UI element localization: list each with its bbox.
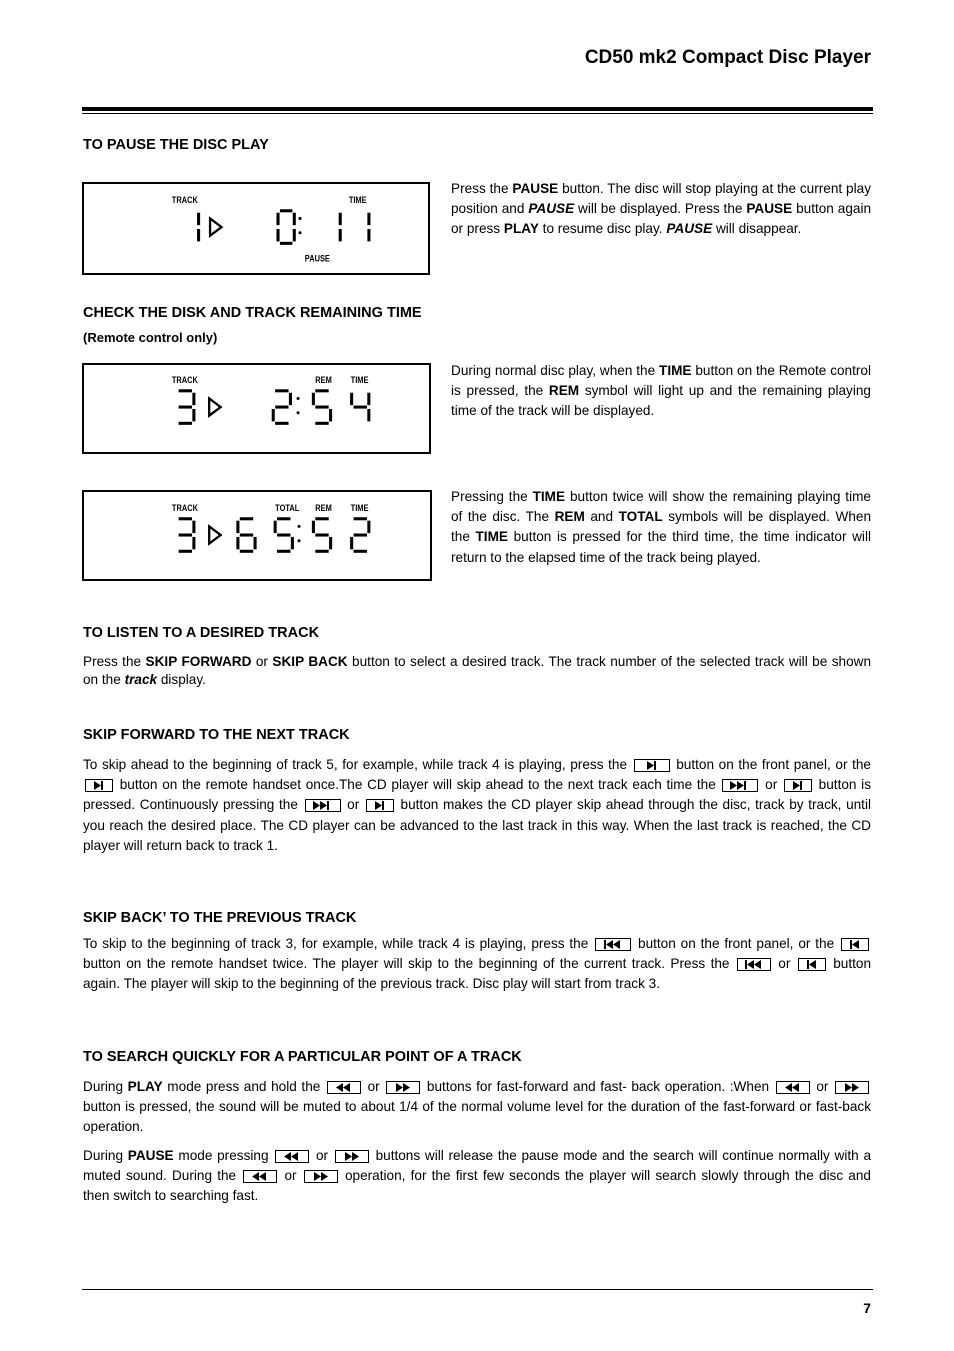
text-run: During normal disc play, when the: [451, 363, 660, 378]
rewind-icon: [776, 1081, 810, 1094]
text-run: REM: [554, 509, 585, 525]
lcd-track-label: TRACK: [171, 502, 198, 514]
text-run: During: [83, 1079, 128, 1094]
text-run: or: [279, 1168, 302, 1184]
search-play-instructions: [83, 1077, 871, 1138]
skip-forward-remote-icon: [85, 779, 113, 792]
play-indicator-icon: [209, 526, 220, 543]
section-heading-desired-track: TO LISTEN TO A DESIRED TRACK: [83, 625, 320, 641]
lcd-time-label: TIME: [350, 502, 369, 514]
text-run: button twice will show the remaining playing time of the disc. The: [451, 489, 871, 525]
text-run: operation, for the first few seconds the player will search slowly through the disc and then switch to searching fast.: [83, 1168, 871, 1204]
text-run: button. The disc will stop playing at the current play position and: [451, 181, 871, 217]
text-run: to resume disc play.: [538, 221, 667, 237]
text-run: or: [760, 777, 782, 793]
lcd-colon: [298, 525, 301, 528]
text-run: or: [342, 797, 364, 813]
lcd-display-track-remaining: [82, 363, 431, 454]
text-run: or: [811, 1079, 834, 1094]
skip-back-remote-icon: [798, 958, 826, 971]
text-run: display.: [157, 671, 206, 687]
header-rule-thin: [82, 113, 873, 114]
text-run: During: [83, 1148, 128, 1163]
skip-forward-remote-icon: [784, 779, 812, 792]
text-run: SKIP FORWARD: [145, 654, 252, 669]
text-run: and: [584, 509, 619, 525]
text-run: TIME: [659, 363, 692, 378]
rewind-icon: [327, 1081, 361, 1094]
text-run: buttons for fast-forward and fast- back operation. :When: [422, 1079, 774, 1094]
text-run: mode pressing: [173, 1148, 274, 1163]
footer-rule: [82, 1289, 873, 1290]
text-run: button again or press: [451, 201, 872, 237]
text-run: button again. The player will skip to the beginning of the previous track. Disc play will start from track 3.: [83, 956, 872, 992]
text-run: button on the front panel, or the: [671, 757, 871, 772]
text-run: button is pressed for the third time, the time indicator will return to the elapsed time of the track being played.: [451, 529, 871, 565]
section-heading-remaining: CHECK THE DISK AND TRACK REMAINING TIME: [83, 305, 422, 321]
skip-back-instructions: [83, 934, 871, 995]
section-heading-skip-back: SKIP BACK’ TO THE PREVIOUS TRACK: [83, 910, 357, 926]
document-title: CD50 mk2 Compact Disc Player: [584, 47, 871, 68]
skip-forward-instructions: [83, 755, 871, 856]
text-run: button is pressed. Continuously pressing the: [83, 777, 872, 813]
text-run: PAUSE: [528, 201, 575, 217]
lcd-colon: [298, 231, 301, 234]
text-run: TIME: [475, 529, 508, 545]
desired-track-instructions: [83, 653, 871, 688]
lcd-rem-label: REM: [315, 374, 332, 386]
skip-forward-remote-icon: [366, 799, 394, 812]
lcd-total-label: TOTAL: [275, 502, 300, 514]
text-run: PLAY: [127, 1079, 163, 1094]
remaining-track-instructions: [451, 361, 871, 422]
text-run: button to select a desired track. The track number of the selected track will be shown on the: [83, 654, 872, 687]
search-pause-instructions: [83, 1146, 871, 1207]
lcd-colon: [297, 411, 300, 414]
text-run: symbols will be displayed. When the: [451, 509, 872, 545]
lcd-track-label: TRACK: [171, 374, 198, 386]
section-heading-skip-forward: SKIP FORWARD TO THE NEXT TRACK: [83, 727, 350, 743]
text-run: TOTAL: [618, 509, 663, 525]
fast-forward-icon: [304, 1170, 338, 1183]
remaining-disc-instructions: [451, 487, 871, 568]
text-run: buttons will release the pause mode and the search will continue normally with a muted sound. During the: [83, 1148, 872, 1184]
pause-instructions: [451, 179, 871, 240]
text-run: will disappear.: [712, 221, 802, 237]
page-number: 7: [863, 1300, 871, 1316]
rewind-icon: [243, 1170, 277, 1183]
skip-back-panel-icon: [737, 958, 771, 971]
remote-only-note: (Remote control only): [83, 330, 218, 345]
text-run: PAUSE: [127, 1148, 174, 1163]
lcd-colon: [298, 539, 301, 542]
text-run: To skip to the beginning of track 3, for example, while track 4 is playing, press the: [83, 936, 594, 951]
skip-back-panel-icon: [595, 938, 631, 951]
text-run: TIME: [532, 489, 566, 504]
fast-forward-icon: [386, 1081, 420, 1094]
text-run: PLAY: [503, 221, 539, 237]
text-run: Press the: [83, 654, 146, 669]
header-rule: [82, 107, 873, 111]
text-run: PAUSE: [746, 201, 793, 217]
lcd-rem-label: REM: [315, 502, 332, 514]
rewind-icon: [275, 1150, 309, 1163]
section-heading-pause: TO PAUSE THE DISC PLAY: [83, 137, 269, 153]
text-run: PAUSE: [666, 221, 713, 237]
text-run: or: [311, 1148, 333, 1163]
text-run: button on the remote handset once.The CD player will skip ahead to the next track each time the: [115, 777, 721, 793]
text-run: Press the: [451, 181, 513, 196]
lcd-display-pause: [82, 182, 430, 275]
skip-back-remote-icon: [841, 938, 869, 951]
lcd-time-label: TIME: [350, 374, 369, 386]
text-run: button on the Remote control is pressed, the: [451, 363, 871, 399]
fast-forward-icon: [835, 1081, 869, 1094]
lcd-pause-label: PAUSE: [304, 252, 330, 264]
skip-forward-panel-icon: [305, 799, 341, 812]
lcd-colon: [298, 217, 301, 220]
skip-forward-panel-icon: [722, 779, 758, 792]
text-run: button on the remote handset twice. The player will skip to the beginning of the current track. Press the: [83, 956, 735, 972]
text-run: button is pressed, the sound will be muted to about 1/4 of the normal volume level for the duration of the fast-forward or fast-back operation.: [83, 1099, 871, 1135]
fast-forward-icon: [335, 1150, 369, 1163]
text-run: button makes the CD player skip ahead through the disc, track by track, until you reach the desired place. The CD player can be advanced to the last track in this way. When the last track is reached, the CD player will return back to track 1.: [83, 797, 871, 853]
text-run: track: [124, 671, 158, 687]
text-run: PAUSE: [512, 181, 559, 196]
lcd-colon: [297, 397, 300, 400]
text-run: button on the front panel, or the: [633, 936, 840, 951]
lcd-time-label: TIME: [348, 194, 367, 206]
text-run: To skip ahead to the beginning of track 5, for example, while track 4 is playing, press the: [83, 757, 632, 772]
lcd-display-disc-remaining: [82, 490, 432, 581]
lcd-track-label: TRACK: [171, 194, 198, 206]
text-run: will be displayed. Press the: [574, 201, 747, 217]
text-run: or: [362, 1079, 385, 1094]
text-run: or: [772, 956, 796, 972]
play-indicator-icon: [209, 398, 220, 415]
text-run: SKIP BACK: [272, 654, 348, 669]
text-run: Pressing the: [451, 489, 533, 504]
text-run: symbol will light up and the remaining playing time of the track will be displayed.: [451, 383, 871, 419]
text-run: mode press and hold the: [162, 1079, 325, 1094]
skip-forward-remote-icon: [634, 759, 670, 772]
text-run: REM: [548, 383, 580, 399]
text-run: or: [251, 654, 273, 669]
section-heading-search: TO SEARCH QUICKLY FOR A PARTICULAR POINT OF A TRACK: [83, 1049, 522, 1065]
play-indicator-icon: [210, 218, 221, 235]
